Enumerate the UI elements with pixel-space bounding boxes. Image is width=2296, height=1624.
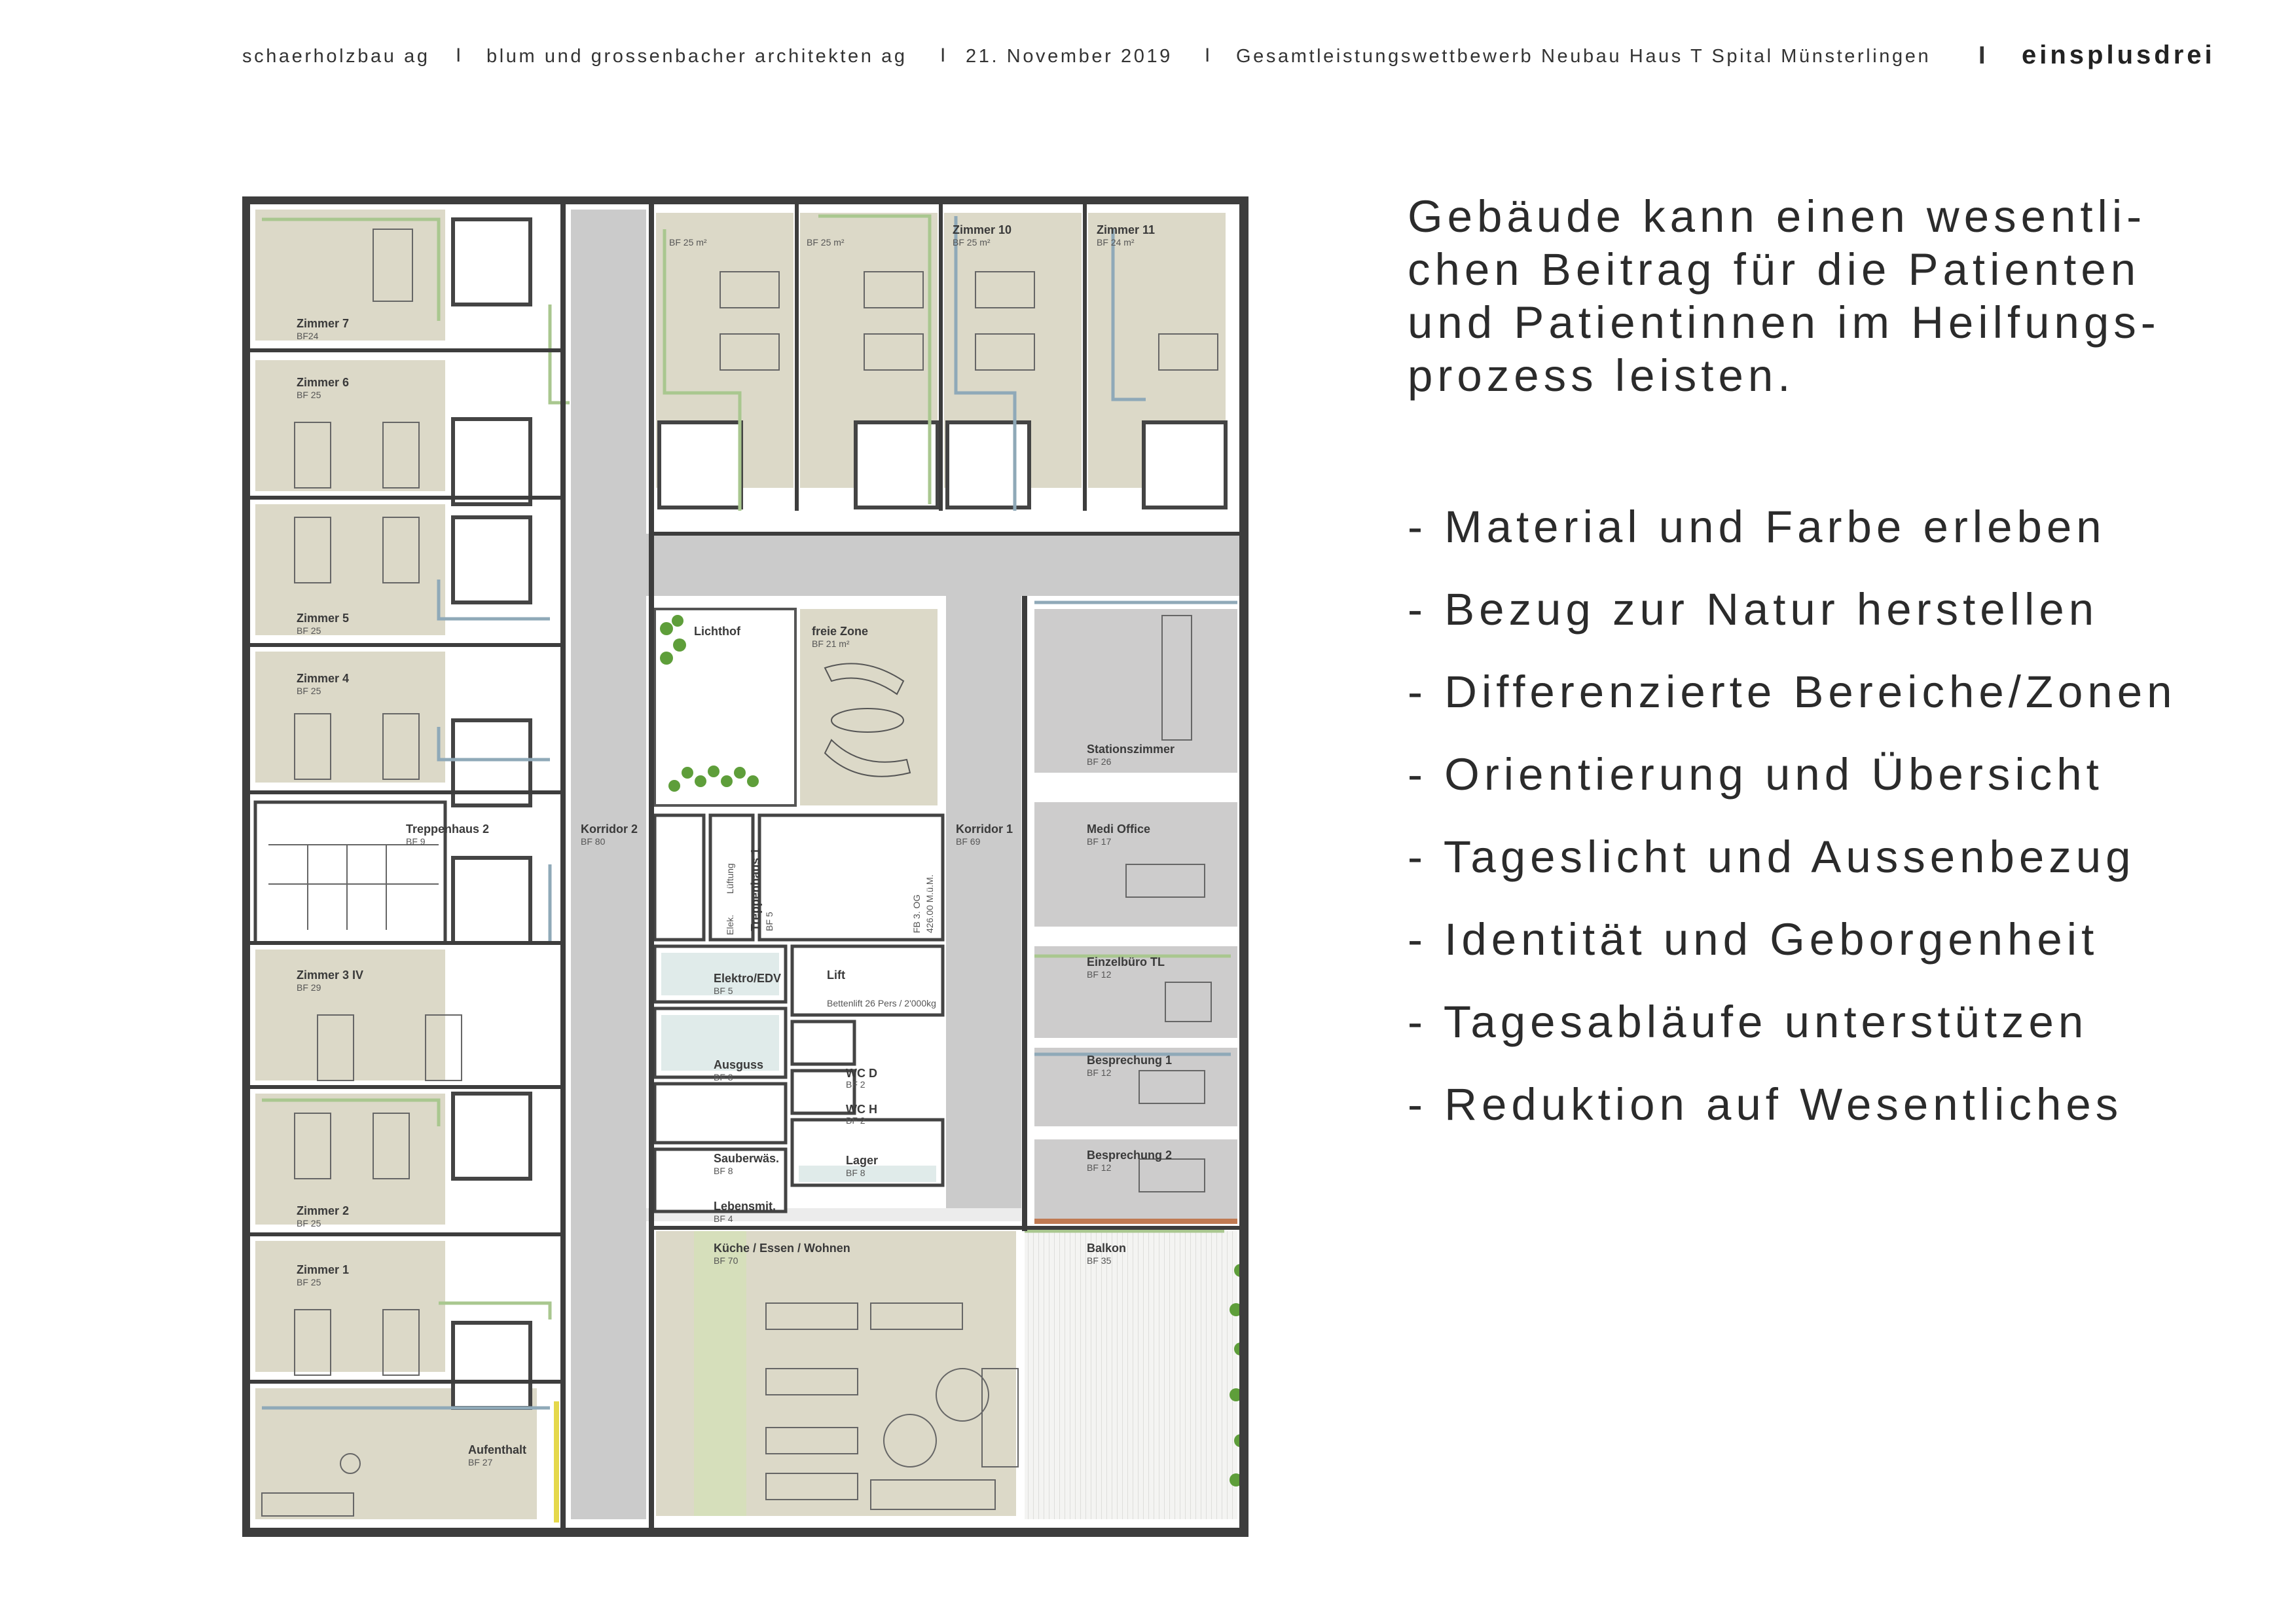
svg-text:BF 29: BF 29 <box>297 982 321 993</box>
list-item: - Orientierung und Übersicht <box>1408 749 2104 800</box>
svg-text:BF 8: BF 8 <box>846 1168 866 1178</box>
svg-text:WC D: WC D <box>846 1067 877 1080</box>
svg-text:Korridor 1: Korridor 1 <box>956 822 1013 836</box>
svg-text:Zimmer 7: Zimmer 7 <box>297 317 350 330</box>
svg-text:Treppenhaus 1: Treppenhaus 1 <box>749 847 762 931</box>
floor-plan <box>242 196 1290 1545</box>
svg-text:Zimmer 5: Zimmer 5 <box>297 612 350 625</box>
list-item: - Bezug zur Natur herstellen <box>1408 584 2099 635</box>
svg-text:BF 5: BF 5 <box>714 986 733 996</box>
page-header <box>0 41 2296 72</box>
svg-text:BF24: BF24 <box>297 331 319 341</box>
corridor-1 <box>946 596 1021 1208</box>
svg-text:freie Zone: freie Zone <box>812 625 869 638</box>
svg-text:Einzelbüro TL: Einzelbüro TL <box>1087 955 1165 969</box>
svg-text:BF 2: BF 2 <box>846 1115 866 1126</box>
svg-text:BF 9: BF 9 <box>406 836 426 847</box>
header-architect: blum und grossenbacher architekten ag <box>486 46 907 67</box>
svg-text:Zimmer 1: Zimmer 1 <box>297 1263 350 1276</box>
svg-text:Küche / Essen / Wohnen: Küche / Essen / Wohnen <box>714 1242 850 1255</box>
svg-text:BF 25: BF 25 <box>297 686 321 696</box>
header-separator: I <box>940 45 946 66</box>
svg-text:Besprechung 2: Besprechung 2 <box>1087 1149 1173 1162</box>
list-item: - Tagesabläufe unterstützen <box>1408 997 2088 1047</box>
svg-text:BF 25: BF 25 <box>297 1277 321 1287</box>
svg-text:BF 12: BF 12 <box>1087 969 1112 980</box>
list-item: - Material und Farbe erleben <box>1408 502 2106 552</box>
svg-text:Ausguss: Ausguss <box>714 1058 764 1071</box>
svg-text:BF 12: BF 12 <box>1087 1067 1112 1078</box>
svg-text:Zimmer 4: Zimmer 4 <box>297 672 350 685</box>
svg-text:BF 35: BF 35 <box>1087 1255 1112 1266</box>
svg-text:BF 24 m²: BF 24 m² <box>1097 237 1135 248</box>
svg-text:Lüftung: Lüftung <box>725 863 735 894</box>
svg-text:BF 25 m²: BF 25 m² <box>669 237 707 248</box>
svg-text:Elek.: Elek. <box>725 914 735 935</box>
svg-text:Zimmer 11: Zimmer 11 <box>1097 223 1156 236</box>
svg-text:Medi Office: Medi Office <box>1087 822 1151 836</box>
svg-text:426.00 M.ü.M.: 426.00 M.ü.M. <box>924 874 935 933</box>
svg-text:BF 8: BF 8 <box>714 1166 733 1176</box>
header-date: 21. November 2019 <box>966 46 1173 67</box>
intro-text: Gebäude kann einen wesentli- chen Beitrag für die Patienten und Patientinnen im Heilfungs- prozess leisten. <box>1408 191 2160 401</box>
svg-text:Korridor 2: Korridor 2 <box>581 822 638 836</box>
svg-text:Zimmer 6: Zimmer 6 <box>297 376 350 389</box>
svg-text:Zimmer 3 IV: Zimmer 3 IV <box>297 969 364 982</box>
svg-text:BF 70: BF 70 <box>714 1255 738 1266</box>
svg-text:BF 17: BF 17 <box>1087 836 1112 847</box>
list-item: - Tageslicht und Aussenbezug <box>1408 832 2136 882</box>
header-separator: I <box>456 45 462 66</box>
svg-text:Besprechung 1: Besprechung 1 <box>1087 1054 1173 1067</box>
balcony <box>1025 1231 1237 1519</box>
svg-text:BF 5: BF 5 <box>764 912 774 931</box>
svg-text:Stationszimmer: Stationszimmer <box>1087 743 1175 756</box>
svg-text:BF 25: BF 25 <box>297 1218 321 1228</box>
svg-text:Sauberwäs.: Sauberwäs. <box>714 1152 780 1165</box>
kitchen-counter <box>694 1231 746 1516</box>
svg-text:Treppenhaus 2: Treppenhaus 2 <box>406 822 490 836</box>
svg-text:Bettenlift 26 Pers / 2'000kg: Bettenlift 26 Pers / 2'000kg <box>827 998 936 1008</box>
service-rooms <box>655 815 943 1211</box>
svg-text:BF 69: BF 69 <box>956 836 981 847</box>
svg-text:Balkon: Balkon <box>1087 1242 1127 1255</box>
svg-text:Zimmer 2: Zimmer 2 <box>297 1204 350 1217</box>
header-separator: I <box>1978 42 1986 69</box>
svg-text:Lager: Lager <box>846 1154 879 1167</box>
svg-text:Lebensmit.: Lebensmit. <box>714 1200 776 1213</box>
list-item: - Identität und Geborgenheit <box>1408 914 2099 965</box>
svg-text:Elektro/EDV: Elektro/EDV <box>714 972 782 985</box>
svg-text:BF 25 m²: BF 25 m² <box>953 237 991 248</box>
header-separator: I <box>1205 45 1211 66</box>
svg-text:BF 8: BF 8 <box>714 1072 733 1082</box>
list-item: - Reduktion auf Wesentliches <box>1408 1079 2123 1130</box>
svg-text:WC H: WC H <box>846 1103 877 1116</box>
svg-text:BF 12: BF 12 <box>1087 1162 1112 1173</box>
svg-text:BF 27: BF 27 <box>468 1457 493 1467</box>
brand-logo: einsplusdrei <box>2022 41 2215 69</box>
svg-text:BF 4: BF 4 <box>714 1213 733 1224</box>
svg-text:FB 3. OG: FB 3. OG <box>911 894 922 933</box>
svg-text:BF 26: BF 26 <box>1087 756 1112 767</box>
svg-text:BF 2: BF 2 <box>846 1079 866 1090</box>
corridor-2 <box>571 210 646 1519</box>
principles-list <box>1408 486 2177 1146</box>
svg-text:BF 25: BF 25 <box>297 390 321 400</box>
header-project: Gesamtleistungswettbewerb Neubau Haus T Spital Münsterlingen <box>1236 46 1931 67</box>
svg-text:BF 21 m²: BF 21 m² <box>812 638 850 649</box>
corridor-north <box>646 534 1244 596</box>
svg-text:Lift: Lift <box>827 969 845 982</box>
svg-text:BF 25 m²: BF 25 m² <box>807 237 845 248</box>
svg-text:BF 80: BF 80 <box>581 836 606 847</box>
svg-text:BF 25: BF 25 <box>297 625 321 636</box>
list-item: - Differenzierte Bereiche/Zonen <box>1408 667 2177 717</box>
svg-text:Zimmer 10: Zimmer 10 <box>953 223 1012 236</box>
header-company: schaerholzbau ag <box>242 46 430 67</box>
svg-text:Aufenthalt: Aufenthalt <box>468 1443 526 1456</box>
svg-text:Lichthof: Lichthof <box>694 625 740 638</box>
